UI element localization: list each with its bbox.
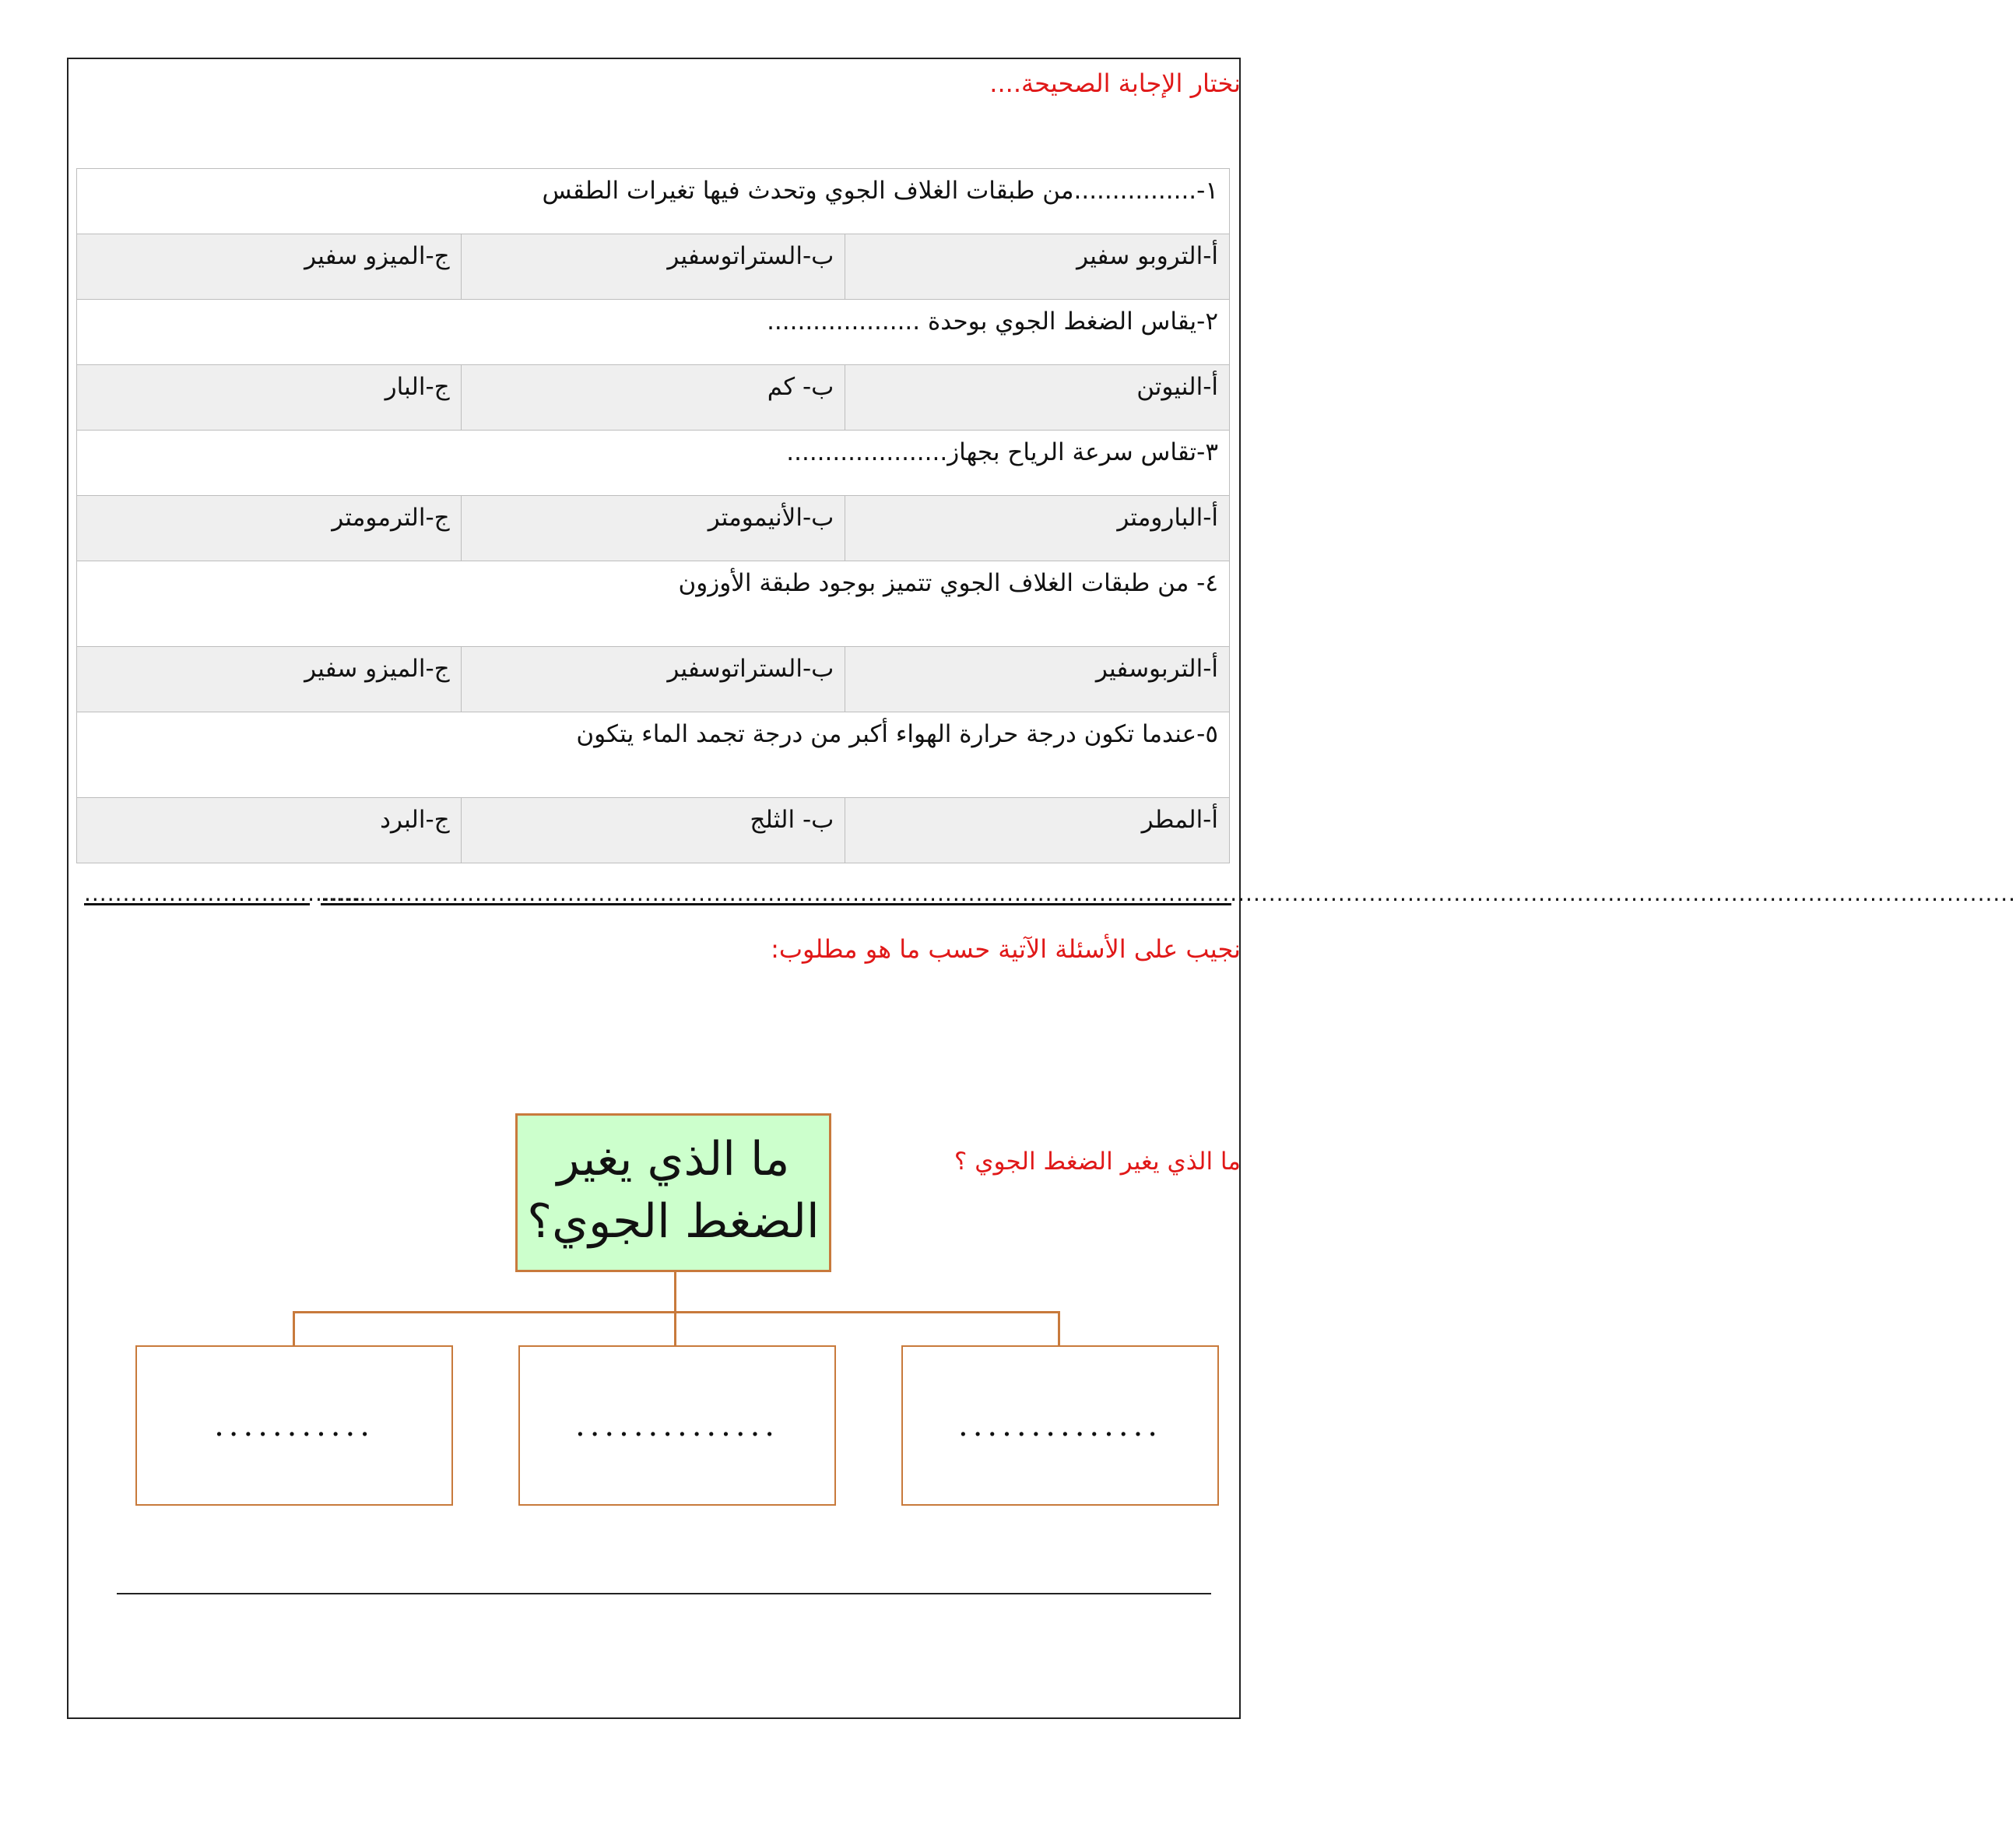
connector-left xyxy=(293,1311,295,1345)
option-c[interactable]: ج-الميزو سفير xyxy=(77,647,462,712)
question-row xyxy=(77,712,1230,798)
option-b[interactable]: ب-الستراتوسفير xyxy=(461,647,845,712)
connector-right xyxy=(1058,1311,1060,1345)
answer-line-long[interactable]: ............................................................................................................................................................................................................................ xyxy=(321,881,2016,906)
answer-blank: .............. xyxy=(957,1408,1162,1443)
diagram-box-right[interactable] xyxy=(901,1345,1219,1506)
option-a[interactable]: أ-المطر xyxy=(845,798,1230,863)
question-label: ما الذي يغير الضغط الجوي ؟ xyxy=(954,1148,1241,1176)
diagram-box-left[interactable] xyxy=(135,1345,453,1506)
option-c[interactable]: ج-الترمومتر xyxy=(77,496,462,561)
connector-middle xyxy=(674,1311,676,1345)
options-row xyxy=(77,234,1230,300)
question-text: ١-................من طبقات الغلاف الجوي وتحدث فيها تغيرات الطقس xyxy=(77,169,1230,234)
question-text: ٤- من طبقات الغلاف الجوي تتميز بوجود طبقة الأوزون xyxy=(77,561,1230,647)
option-a[interactable]: أ-البارومتر xyxy=(845,496,1230,561)
option-a[interactable]: أ-التربوسفير xyxy=(845,647,1230,712)
diagram-box-middle[interactable] xyxy=(518,1345,836,1506)
options-row xyxy=(77,798,1230,863)
connector-vertical-main xyxy=(674,1272,676,1313)
diagram-main-box xyxy=(515,1113,831,1272)
mcq-table xyxy=(76,168,1230,863)
answer-blank: .............. xyxy=(574,1408,779,1443)
option-c[interactable]: ج-البار xyxy=(77,365,462,431)
option-a[interactable]: أ-النيوتن xyxy=(845,365,1230,431)
diagram-main-line1: ما الذي يغير xyxy=(557,1132,790,1186)
option-b[interactable]: ب- الثلج xyxy=(461,798,845,863)
question-row xyxy=(77,431,1230,496)
answer-line-short[interactable]: .................................... xyxy=(84,881,362,906)
bottom-answer-line[interactable] xyxy=(117,1593,1211,1594)
option-c[interactable]: ج-البرد xyxy=(77,798,462,863)
option-b[interactable]: ب-الستراتوسفير xyxy=(461,234,845,300)
options-row xyxy=(77,365,1230,431)
question-text: ٣-تقاس سرعة الرياح بجهاز..................... xyxy=(77,431,1230,496)
option-c[interactable]: ج-الميزو سفير xyxy=(77,234,462,300)
options-row xyxy=(77,496,1230,561)
question-text: ٥-عندما تكون درجة حرارة الهواء أكبر من درجة تجمد الماء يتكون xyxy=(77,712,1230,798)
answer-blank: ........... xyxy=(214,1408,374,1443)
options-row xyxy=(77,647,1230,712)
option-a[interactable]: أ-التروبو سفير xyxy=(845,234,1230,300)
diagram-main-line2: الضغط الجوي؟ xyxy=(527,1194,820,1249)
section2-heading: نجيب على الأسئلة الآتية حسب ما هو مطلوب: xyxy=(771,934,1241,964)
question-row xyxy=(77,300,1230,365)
question-row xyxy=(77,561,1230,647)
option-b[interactable]: ب- كم xyxy=(461,365,845,431)
question-row xyxy=(77,169,1230,234)
question-text: ٢-يقاس الضغط الجوي بوحدة .................... xyxy=(77,300,1230,365)
connector-horizontal xyxy=(293,1311,1060,1313)
option-b[interactable]: ب-الأنيمومتر xyxy=(461,496,845,561)
section1-heading: نختار الإجابة الصحيحة.... xyxy=(989,69,1241,98)
